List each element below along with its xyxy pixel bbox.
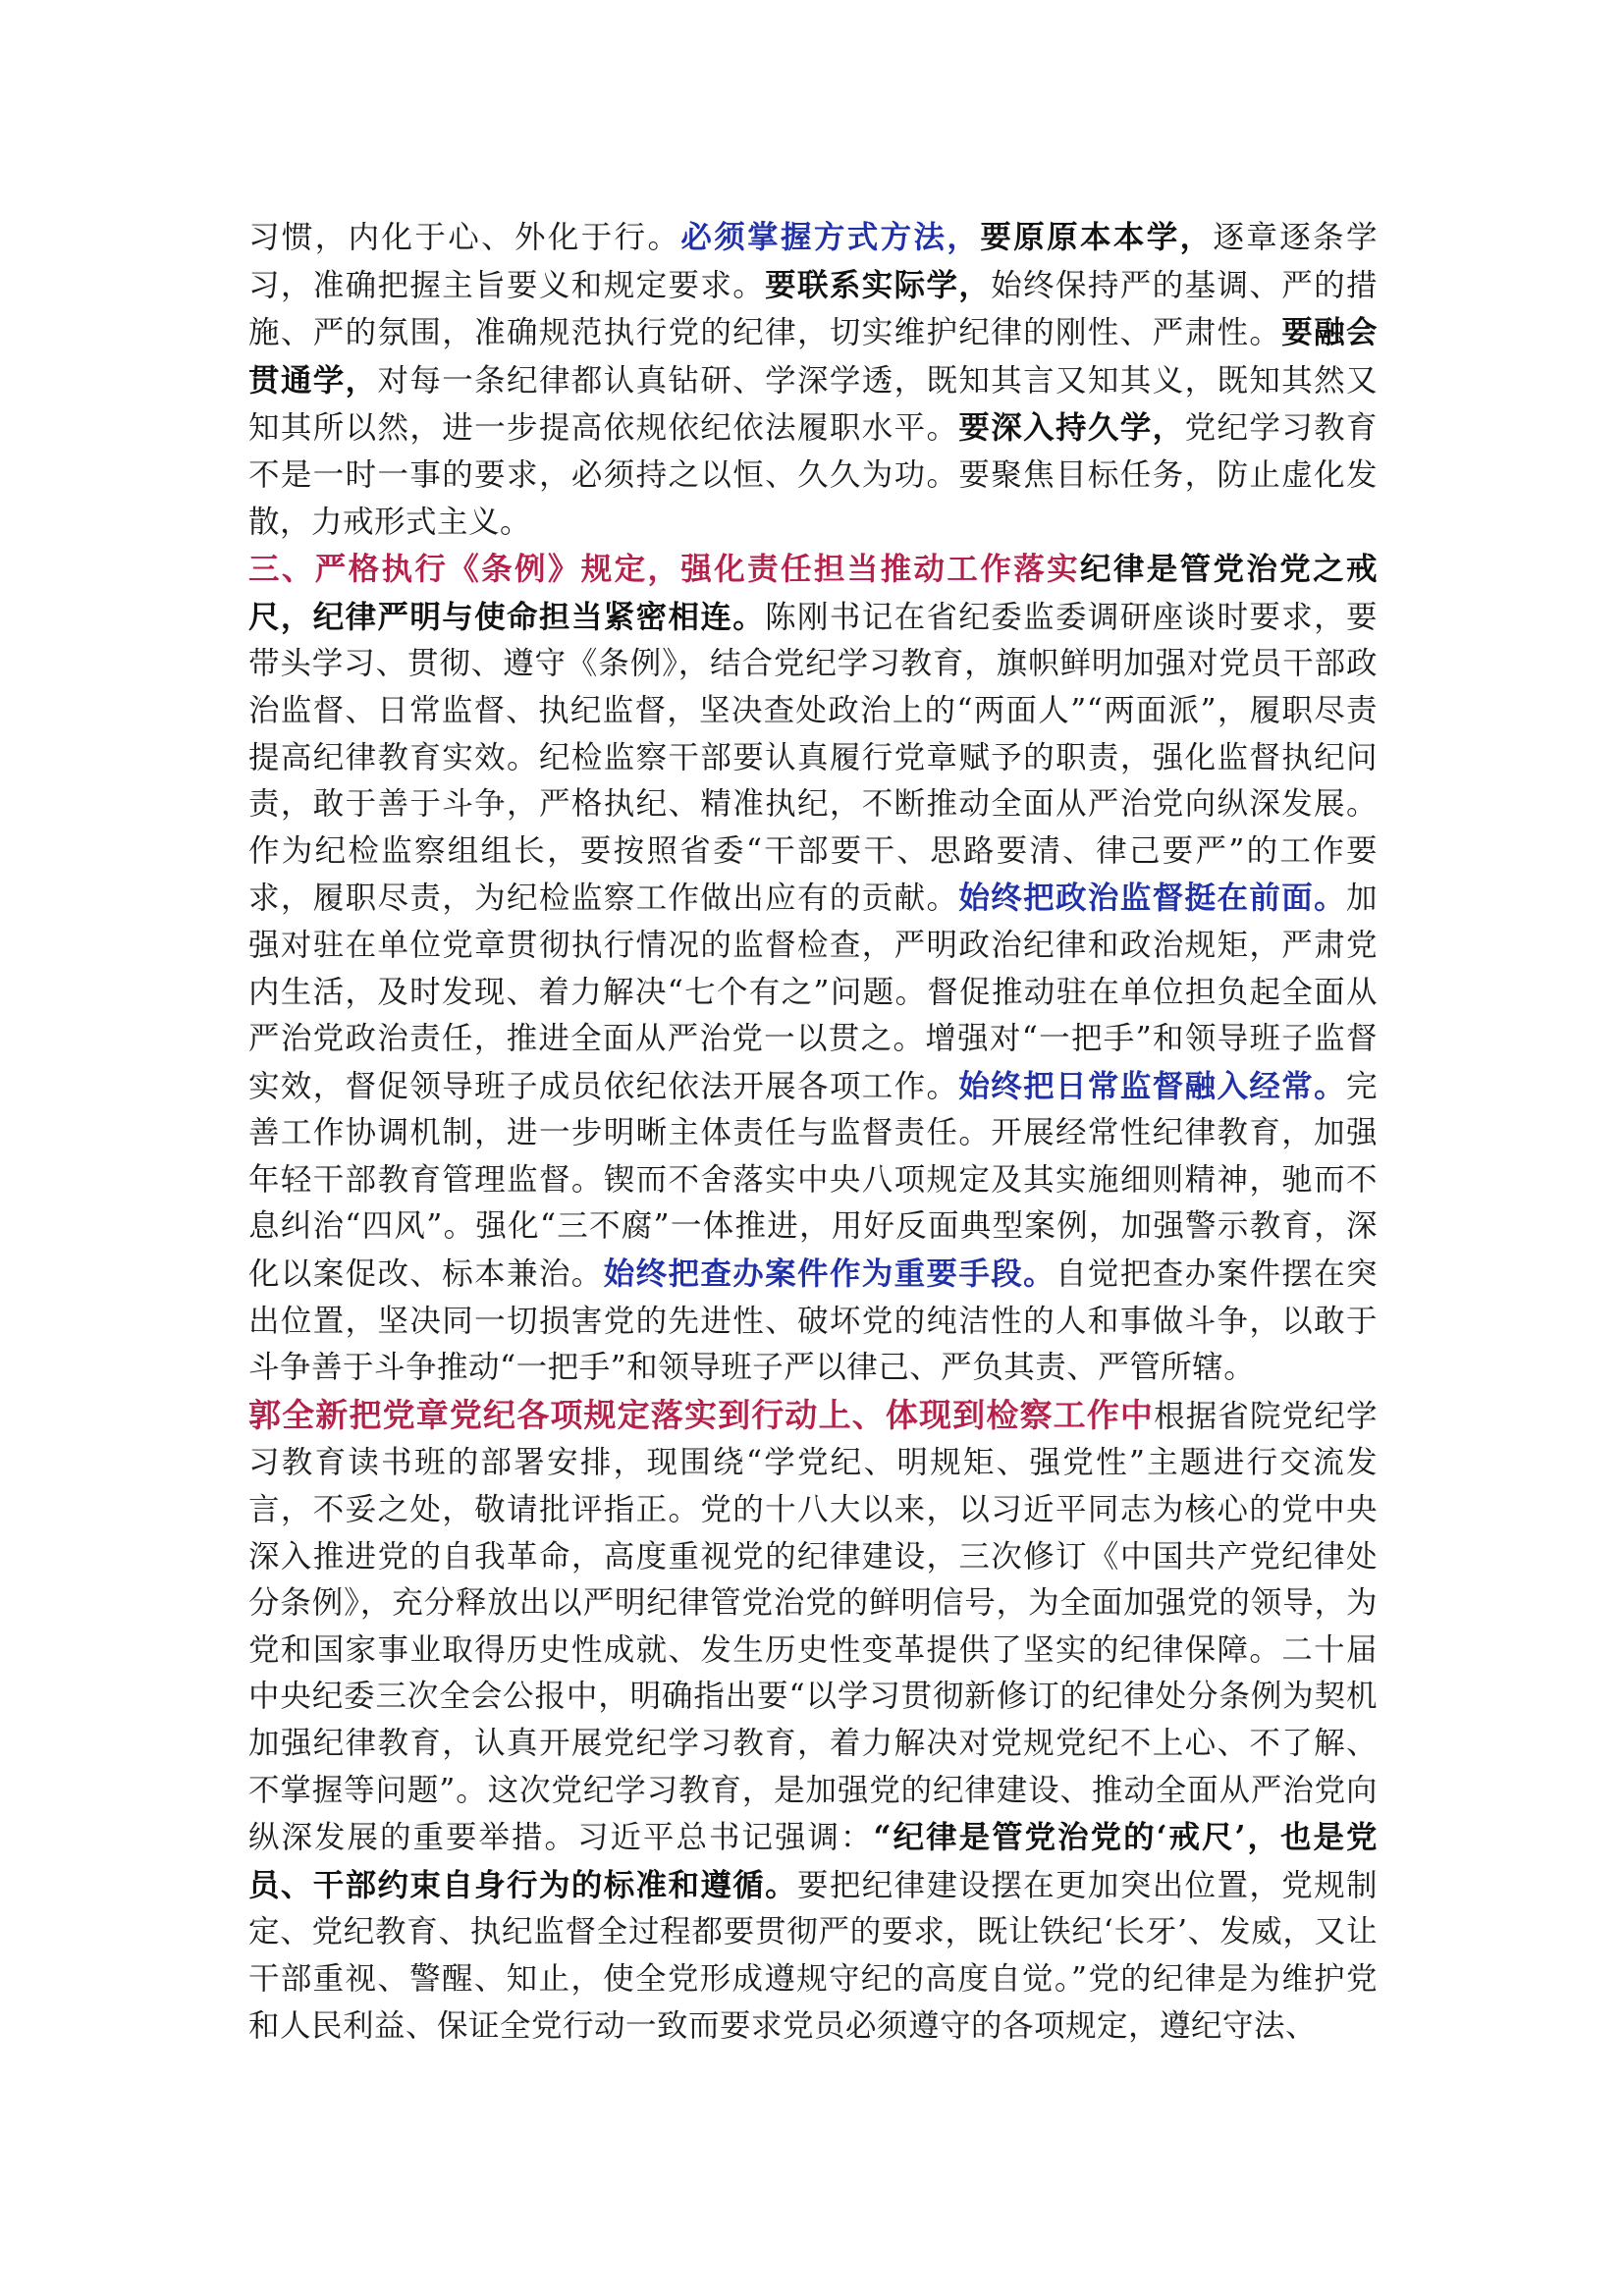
text-run: 习惯，内化于心、外化于行。 bbox=[248, 220, 681, 255]
paragraph-section-three bbox=[248, 546, 1378, 1392]
text-run: 陈刚书记在省纪委监委调研座谈时要求，要带头学习、贯彻、遵守《条例》，结合党纪学习教育，旗帜鲜明加强对党员干部政治监督、日常监督、执纪监督，坚决查处政治上的“两面人”“两面派”，履职尽责提高纪律教育实效。纪检监察干部要认真履行党章赋予的职责，强化监督执纪问责，敢于善于斗争，严格执纪、精准执纪，不断推动全面从严治党向纵深发展。作为纪检监察组组长，要按照省委“干部要干、思路要清、律己要严”的工作要求，履职尽责，为纪检监察工作做出应有的贡献。 bbox=[248, 599, 1378, 917]
emphasis-blue: 必须掌握方式方法， bbox=[680, 219, 981, 255]
emphasis-bold: 要融会贯通学， bbox=[248, 314, 1378, 399]
paragraph-guo-quanxin bbox=[248, 1392, 1378, 2050]
section-heading: 三、严格执行《条例》规定，强化责任担当推动工作落实 bbox=[248, 551, 1080, 588]
text-run: 完善工作协调机制，进一步明晰主体责任与监督责任。开展经常性纪律教育，加强年轻干部教育管理监督。锲而不舍落实中央八项规定及其实施细则精神，驰而不息纠治“四风”。强化“三不腐”一体推进，用好反面典型案例，加强警示教育，深化以案促改、标本兼治。 bbox=[248, 1068, 1378, 1293]
emphasis-blue: 始终把政治监督挺在前面。 bbox=[958, 880, 1346, 917]
text-run: 逐章逐条学习，准确把握主旨要义和规定要求。 bbox=[248, 220, 1378, 303]
text-run: 自觉把查办案件摆在突出位置，坚决同一切损害党的先进性、破坏党的纯洁性的人和事做斗争，以敢于斗争善于斗争推动“一把手”和领导班子严以律己、严负其责、严管所辖。 bbox=[248, 1256, 1378, 1386]
text-run: 对每一条纪律都认真钻研、学深学透，既知其言又知其义，既知其然又知其所以然，进一步提高依规依纪依法履职水平。 bbox=[248, 362, 1378, 447]
emphasis-bold: 要联系实际学， bbox=[765, 266, 992, 303]
emphasis-blue: 始终把查办案件作为重要手段。 bbox=[603, 1255, 1056, 1293]
quote-bold: “纪律是管党治党的‘戒尺’，也是党员、干部约束自身行为的标准和遵循。 bbox=[248, 1819, 1378, 1903]
text-run: 始终保持严的基调、严的措施、严的氛围，准确规范执行党的纪律，切实维护纪律的刚性、严肃性。 bbox=[248, 267, 1378, 351]
document-page bbox=[248, 214, 1378, 2050]
text-run: 加强对驻在单位党章贯彻执行情况的监督检查，严明政治纪律和政治规矩，严肃党内生活，及时发现、着力解决“七个有之”问题。督促推动驻在单位担负起全面从严治党政治责任，推进全面从严治党一以贯之。增强对“一把手”和领导班子监督实效，督促领导班子成员依纪依法开展各项工作。 bbox=[248, 881, 1378, 1104]
speaker-heading: 郭全新把党章党纪各项规定落实到行动上、体现到检察工作中 bbox=[248, 1395, 1155, 1434]
emphasis-bold: 要深入持久学， bbox=[958, 409, 1185, 447]
emphasis-blue: 始终把日常监督融入经常。 bbox=[958, 1067, 1346, 1104]
text-run: 根据省院党纪学习教育读书班的部署安排，现围绕“学党纪、明规矩、强党性”主题进行交流发言，不妥之处，敬请批评指正。党的十八大以来，以习近平同志为核心的党中央深入推进党的自我革命，高度重视党的纪律建设，三次修订《中国共产党纪律处分条例》，充分释放出以严明纪律管党治党的鲜明信号，为全面加强党的领导，为党和国家事业取得历史性成就、发生历史性变革提供了坚实的纪律保障。二十届中央纪委三次全会公报中，明确指出要“以学习贯彻新修订的纪律处分条例为契机加强纪律教育，认真开展党纪学习教育，着力解决对党规党纪不上心、不了解、不掌握等问题”。这次党纪学习教育，是加强党的纪律建设、推动全面从严治党向纵深发展的重要举措。习近平总书记强调： bbox=[248, 1398, 1378, 1856]
text-run: 党纪学习教育不是一时一事的要求，必须持之以恒、久久为功。要聚焦目标任务，防止虚化发散，力戒形式主义。 bbox=[248, 410, 1378, 540]
text-run: 要把纪律建设摆在更加突出位置，党规制定、党纪教育、执纪监督全过程都要贯彻严的要求，既让铁纪‘长牙’、发威，又让干部重视、警醒、知止，使全党形成遵规守纪的高度自觉。”党的纪律是为维护党和人民利益、保证全党行动一致而要求党员必须遵守的各项规定，遵纪守法、 bbox=[248, 1867, 1378, 2044]
emphasis-bold: 要原原本本学， bbox=[980, 219, 1214, 255]
paragraph-study-methods bbox=[248, 214, 1378, 546]
lead-sentence: 纪律是管党治党之戒尺，纪律严明与使命担当紧密相连。 bbox=[248, 551, 1378, 635]
